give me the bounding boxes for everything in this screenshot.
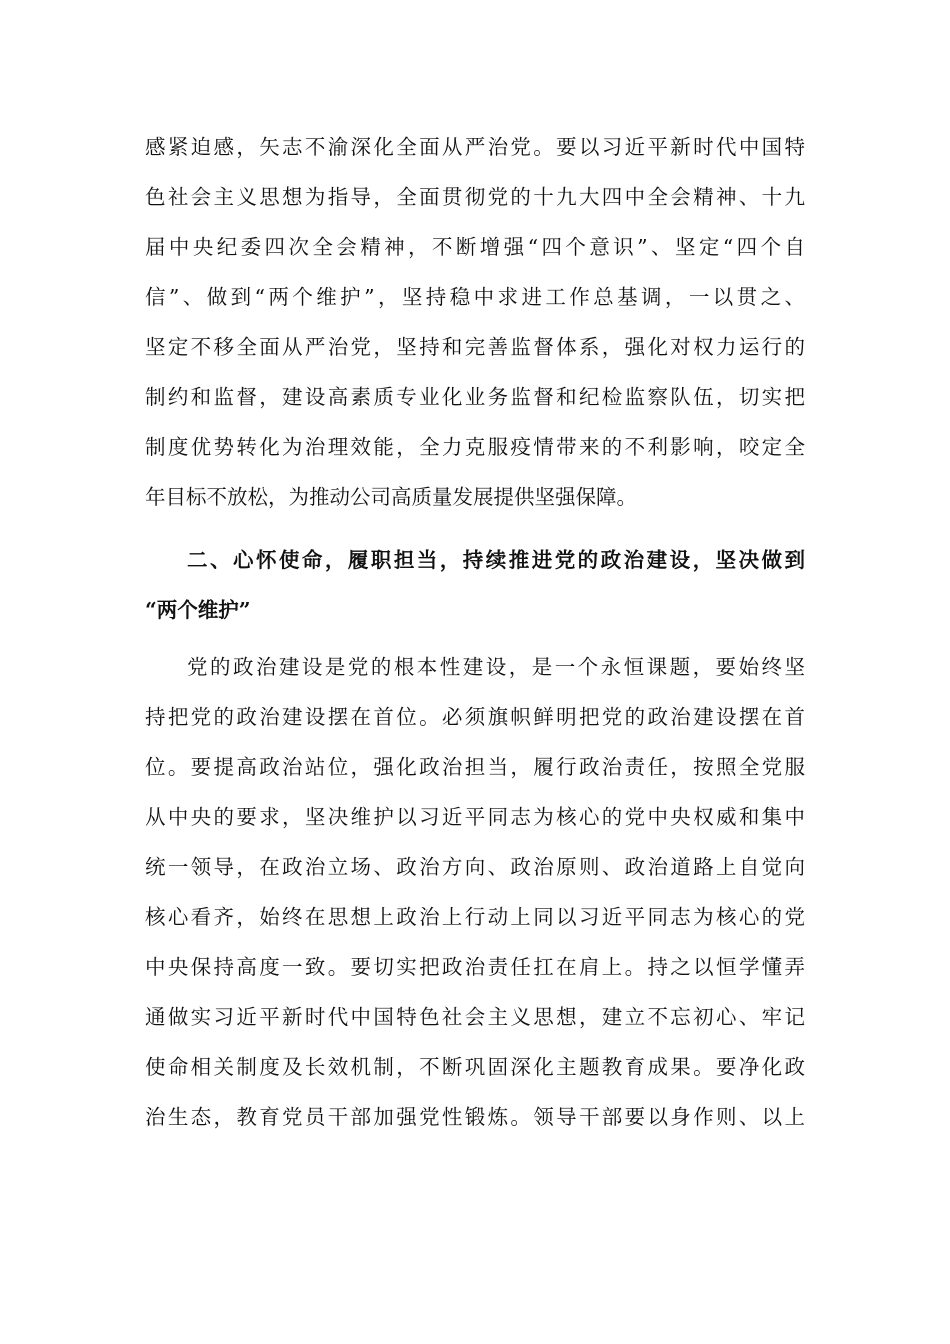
paragraph-2 — [145, 647, 805, 1141]
heading-line: 二、心怀使命，履职担当，持续推进党的政治建设，坚决做到 — [187, 548, 805, 572]
text-line: 核心看齐，始终在思想上政治上行动上同以习近平同志为核心的党 — [145, 905, 805, 929]
text-line: 制度优势转化为治理效能，全力克服疫情带来的不利影响，咬定全 — [145, 435, 805, 459]
text-line: 治生态，教育党员干部加强党性锻炼。领导干部要以身作则、以上 — [145, 1105, 805, 1129]
text-line: 感紧迫感，矢志不渝深化全面从严治党。要以习近平新时代中国特 — [145, 135, 805, 159]
text-line: 中央保持高度一致。要切实把政治责任扛在肩上。持之以恒学懂弄 — [145, 955, 805, 979]
text-line: 持把党的政治建设摆在首位。必须旗帜鲜明把党的政治建设摆在首 — [145, 705, 805, 729]
text-line: 年目标不放松，为推动公司高质量发展提供坚强保障。 — [145, 485, 637, 509]
text-line: 统一领导，在政治立场、政治方向、政治原则、政治道路上自觉向 — [145, 855, 805, 879]
text-line: 制约和监督，建设高素质专业化业务监督和纪检监察队伍，切实把 — [145, 385, 805, 409]
text-line: 使命相关制度及长效机制，不断巩固深化主题教育成果。要净化政 — [145, 1055, 805, 1079]
text-line: 通做实习近平新时代中国特色社会主义思想，建立不忘初心、牢记 — [145, 1005, 805, 1029]
paragraph-1 — [145, 127, 805, 521]
section-heading-2 — [145, 540, 805, 630]
text-line: 届中央纪委四次全会精神，不断增强“四个意识”、坚定“四个自 — [145, 235, 805, 259]
text-line: 位。要提高政治站位，强化政治担当，履行政治责任，按照全党服 — [145, 755, 805, 779]
text-line: 色社会主义思想为指导，全面贯彻党的十九大四中全会精神、十九 — [145, 185, 805, 209]
text-line: 党的政治建设是党的根本性建设，是一个永恒课题，要始终坚 — [187, 655, 805, 679]
text-line: 坚定不移全面从严治党，坚持和完善监督体系，强化对权力运行的 — [145, 335, 805, 359]
text-line: 从中央的要求，坚决维护以习近平同志为核心的党中央权威和集中 — [145, 805, 805, 829]
heading-line: “两个维护” — [145, 598, 251, 622]
text-line: 信”、做到“两个维护”，坚持稳中求进工作总基调，一以贯之、 — [145, 285, 805, 309]
